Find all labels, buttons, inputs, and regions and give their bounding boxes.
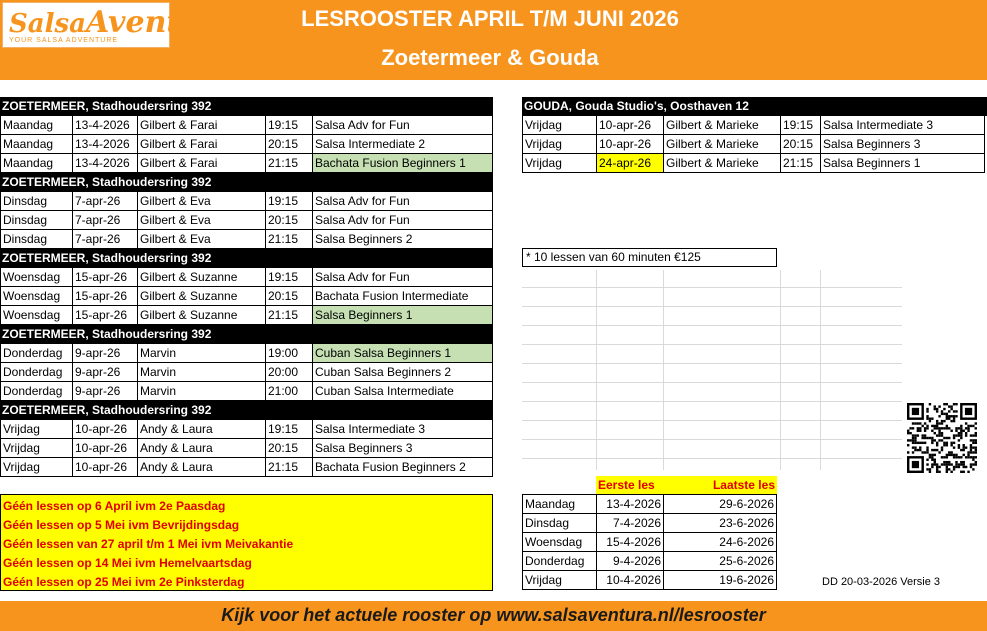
footer-url-text: Kijk voor het actuele rooster op www.salsaventura.nl/lesrooster bbox=[221, 605, 766, 625]
col-last-lesson: Laatste les bbox=[663, 476, 777, 495]
page-subtitle: Zoetermeer & Gouda bbox=[381, 45, 599, 70]
cell-day: Vrijdag bbox=[522, 571, 596, 590]
cell-first: 13-4-2026 bbox=[596, 495, 663, 514]
cell-course: Bachata Fusion Beginners 1 bbox=[312, 154, 493, 173]
cell-day: Maandag bbox=[0, 135, 72, 154]
schedule-row bbox=[0, 154, 493, 173]
logo-brand-a: Salsa bbox=[9, 9, 86, 39]
cell-teachers: Marvin bbox=[137, 382, 265, 401]
cell-course: Bachata Fusion Intermediate bbox=[312, 287, 493, 306]
holiday-notice: Géén lessen op 5 Mei ivm Bevrijdingsdag bbox=[3, 518, 240, 532]
schedule-row bbox=[0, 230, 493, 249]
location-heading: ZOETERMEER, Stadhoudersring 392 bbox=[0, 173, 493, 192]
schedule-row bbox=[522, 135, 987, 154]
version-label: DD 20-03-2026 Versie 3 bbox=[822, 576, 941, 588]
gridline bbox=[522, 363, 902, 364]
cell-date: 7-apr-26 bbox=[72, 192, 137, 211]
cell-date: 9-apr-26 bbox=[72, 363, 137, 382]
cell-day: Donderdag bbox=[522, 552, 596, 571]
cell-course: Cuban Salsa Beginners 2 bbox=[312, 363, 493, 382]
gridline bbox=[820, 270, 821, 470]
cell-teachers: Gilbert & Suzanne bbox=[137, 306, 265, 325]
cell-teachers: Andy & Laura bbox=[137, 439, 265, 458]
cell-date: 10-apr-26 bbox=[596, 116, 663, 135]
cell-date: 9-apr-26 bbox=[72, 382, 137, 401]
cell-first: 7-4-2026 bbox=[596, 514, 663, 533]
cell-teachers: Gilbert & Suzanne bbox=[137, 287, 265, 306]
col-first-lesson: Eerste les bbox=[596, 476, 663, 495]
cell-day: Woensdag bbox=[0, 287, 72, 306]
cell-time: 20:15 bbox=[265, 439, 312, 458]
cell-day: Maandag bbox=[522, 495, 596, 514]
schedule-row bbox=[0, 268, 493, 287]
cell-date: 13-4-2026 bbox=[72, 154, 137, 173]
location-heading: ZOETERMEER, Stadhoudersring 392 bbox=[0, 325, 493, 344]
cell-date: 10-apr-26 bbox=[596, 135, 663, 154]
gridline bbox=[522, 325, 902, 326]
cell-day: Maandag bbox=[0, 154, 72, 173]
cell-day: Dinsdag bbox=[0, 211, 72, 230]
cell-teachers: Gilbert & Farai bbox=[137, 154, 265, 173]
cell-teachers: Andy & Laura bbox=[137, 458, 265, 477]
location-heading: GOUDA, Gouda Studio's, Oosthaven 12 bbox=[522, 97, 987, 116]
cell-day: Dinsdag bbox=[0, 192, 72, 211]
cell-day: Vrijdag bbox=[0, 458, 72, 477]
cell-time: 21:00 bbox=[265, 382, 312, 401]
cell-day: Donderdag bbox=[0, 344, 72, 363]
cell-time: 21:15 bbox=[265, 306, 312, 325]
price-note: * 10 lessen van 60 minuten €125 bbox=[522, 248, 777, 267]
cell-time: 19:15 bbox=[265, 420, 312, 439]
cell-first: 9-4-2026 bbox=[596, 552, 663, 571]
date-row bbox=[522, 571, 777, 590]
cell-course: Salsa Intermediate 2 bbox=[312, 135, 493, 154]
gridline bbox=[522, 439, 902, 440]
location-heading: ZOETERMEER, Stadhoudersring 392 bbox=[0, 97, 493, 116]
cell-teachers: Gilbert & Marieke bbox=[663, 154, 780, 173]
cell-day: Vrijdag bbox=[522, 135, 596, 154]
cell-teachers: Andy & Laura bbox=[137, 420, 265, 439]
cell-date: 15-apr-26 bbox=[72, 268, 137, 287]
cell-time: 21:15 bbox=[265, 458, 312, 477]
cell-date: 13-4-2026 bbox=[72, 135, 137, 154]
cell-time: 20:00 bbox=[265, 363, 312, 382]
gridline bbox=[522, 287, 902, 288]
schedule-row bbox=[0, 344, 493, 363]
cell-day: Donderdag bbox=[0, 382, 72, 401]
page-title: LESROOSTER APRIL T/M JUNI 2026 bbox=[301, 6, 679, 31]
qr-code-icon[interactable] bbox=[907, 403, 977, 473]
cell-last: 23-6-2026 bbox=[663, 514, 777, 533]
cell-time: 19:15 bbox=[265, 116, 312, 135]
schedule-row bbox=[522, 154, 987, 173]
logo-tagline: YOUR SALSA ADVENTURE bbox=[9, 37, 119, 44]
cell-date: 24-apr-26 bbox=[596, 154, 663, 173]
location-heading: ZOETERMEER, Stadhoudersring 392 bbox=[0, 401, 493, 420]
cell-time: 19:00 bbox=[265, 344, 312, 363]
cell-date: 15-apr-26 bbox=[72, 306, 137, 325]
cell-course: Salsa Adv for Fun bbox=[312, 211, 493, 230]
cell-day: Dinsdag bbox=[522, 514, 596, 533]
holidays-box bbox=[0, 494, 493, 591]
cell-course: Salsa Adv for Fun bbox=[312, 192, 493, 211]
cell-day: Donderdag bbox=[0, 363, 72, 382]
cell-time: 21:15 bbox=[265, 230, 312, 249]
cell-day: Vrijdag bbox=[522, 154, 596, 173]
cell-date: 10-apr-26 bbox=[72, 458, 137, 477]
schedule-row bbox=[0, 420, 493, 439]
holiday-notice: Géén lessen op 14 Mei ivm Hemelvaartsdag bbox=[3, 556, 252, 570]
cell-teachers: Marvin bbox=[137, 344, 265, 363]
cell-course: Salsa Beginners 3 bbox=[820, 135, 985, 154]
cell-date: 7-apr-26 bbox=[72, 211, 137, 230]
schedule-row bbox=[0, 439, 493, 458]
cell-last: 25-6-2026 bbox=[663, 552, 777, 571]
schedule-row bbox=[522, 116, 987, 135]
cell-course: Salsa Beginners 2 bbox=[312, 230, 493, 249]
cell-date: 9-apr-26 bbox=[72, 344, 137, 363]
holiday-notice: Géén lessen op 6 April ivm 2e Paasdag bbox=[3, 499, 226, 513]
cell-first: 15-4-2026 bbox=[596, 533, 663, 552]
cell-last: 19-6-2026 bbox=[663, 571, 777, 590]
cell-first: 10-4-2026 bbox=[596, 571, 663, 590]
logo-brand-b: Aventura bbox=[85, 5, 238, 40]
cell-day: Woensdag bbox=[522, 533, 596, 552]
cell-course: Salsa Beginners 3 bbox=[312, 439, 493, 458]
schedule-row bbox=[0, 287, 493, 306]
gridline bbox=[522, 401, 902, 402]
page-header bbox=[0, 0, 987, 80]
page-footer bbox=[0, 601, 987, 631]
cell-teachers: Gilbert & Farai bbox=[137, 135, 265, 154]
cell-time: 19:15 bbox=[265, 192, 312, 211]
cell-time: 20:15 bbox=[780, 135, 820, 154]
cell-course: Salsa Beginners 1 bbox=[312, 306, 493, 325]
gridline bbox=[522, 420, 902, 421]
salsaventura-logo bbox=[2, 2, 238, 48]
cell-teachers: Gilbert & Eva bbox=[137, 211, 265, 230]
cell-course: Salsa Adv for Fun bbox=[312, 268, 493, 287]
date-row bbox=[522, 533, 777, 552]
cell-teachers: Gilbert & Eva bbox=[137, 230, 265, 249]
cell-time: 21:15 bbox=[780, 154, 820, 173]
cell-time: 20:15 bbox=[265, 135, 312, 154]
cell-teachers: Gilbert & Eva bbox=[137, 192, 265, 211]
cell-teachers: Marvin bbox=[137, 363, 265, 382]
cell-day: Dinsdag bbox=[0, 230, 72, 249]
cell-date: 7-apr-26 bbox=[72, 230, 137, 249]
holiday-notice: Géén lessen van 27 april t/m 1 Mei ivm Meivakantie bbox=[3, 537, 294, 551]
date-row bbox=[522, 552, 777, 571]
holiday-notice: Géén lessen op 25 Mei ivm 2e Pinksterdag bbox=[3, 575, 245, 589]
date-table-top-border bbox=[522, 494, 777, 495]
gridline bbox=[663, 270, 664, 470]
cell-date: 10-apr-26 bbox=[72, 439, 137, 458]
cell-time: 19:15 bbox=[780, 116, 820, 135]
gridline bbox=[596, 270, 597, 470]
cell-course: Cuban Salsa Beginners 1 bbox=[312, 344, 493, 363]
cell-course: Salsa Beginners 1 bbox=[820, 154, 985, 173]
cell-teachers: Gilbert & Suzanne bbox=[137, 268, 265, 287]
cell-time: 19:15 bbox=[265, 268, 312, 287]
schedule-row bbox=[0, 382, 493, 401]
cell-day: Woensdag bbox=[0, 268, 72, 287]
cell-date: 13-4-2026 bbox=[72, 116, 137, 135]
cell-course: Bachata Fusion Beginners 2 bbox=[312, 458, 493, 477]
schedule-row bbox=[0, 192, 493, 211]
cell-date: 15-apr-26 bbox=[72, 287, 137, 306]
gridline bbox=[522, 382, 902, 383]
gridline bbox=[522, 458, 902, 459]
cell-date: 10-apr-26 bbox=[72, 420, 137, 439]
schedule-row bbox=[0, 306, 493, 325]
location-heading: ZOETERMEER, Stadhoudersring 392 bbox=[0, 249, 493, 268]
gridline bbox=[780, 270, 781, 470]
cell-day: Vrijdag bbox=[0, 420, 72, 439]
cell-day: Vrijdag bbox=[522, 116, 596, 135]
schedule-row bbox=[0, 135, 493, 154]
cell-course: Cuban Salsa Intermediate bbox=[312, 382, 493, 401]
cell-day: Vrijdag bbox=[0, 439, 72, 458]
cell-time: 21:15 bbox=[265, 154, 312, 173]
gridline bbox=[522, 344, 902, 345]
cell-teachers: Gilbert & Marieke bbox=[663, 116, 780, 135]
schedule-row bbox=[0, 116, 493, 135]
cell-time: 20:15 bbox=[265, 287, 312, 306]
schedule-row bbox=[0, 363, 493, 382]
cell-day: Maandag bbox=[0, 116, 72, 135]
cell-teachers: Gilbert & Farai bbox=[137, 116, 265, 135]
cell-course: Salsa Adv for Fun bbox=[312, 116, 493, 135]
cell-day: Woensdag bbox=[0, 306, 72, 325]
date-row bbox=[522, 514, 777, 533]
cell-course: Salsa Intermediate 3 bbox=[312, 420, 493, 439]
cell-last: 24-6-2026 bbox=[663, 533, 777, 552]
schedule-row bbox=[0, 458, 493, 477]
cell-course: Salsa Intermediate 3 bbox=[820, 116, 985, 135]
gridline bbox=[522, 306, 902, 307]
date-row bbox=[522, 495, 777, 514]
cell-time: 20:15 bbox=[265, 211, 312, 230]
schedule-row bbox=[0, 211, 493, 230]
cell-last: 29-6-2026 bbox=[663, 495, 777, 514]
cell-teachers: Gilbert & Marieke bbox=[663, 135, 780, 154]
